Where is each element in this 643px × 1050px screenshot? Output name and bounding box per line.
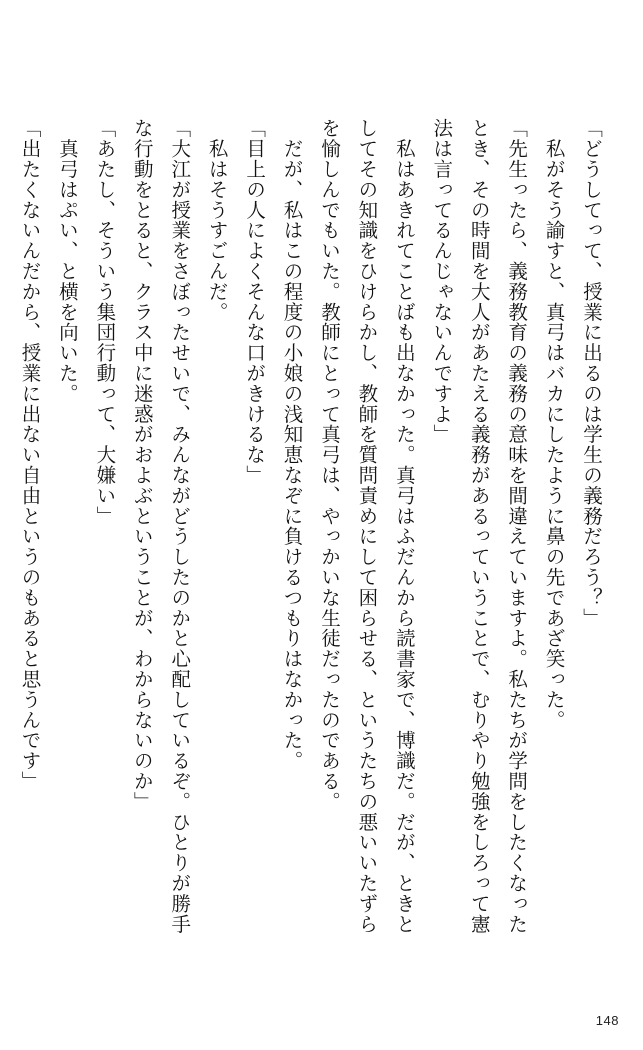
vertical-text-body [18, 118, 609, 998]
paragraph: 「出たくないんだから、授業に出ない自由というのもあると思うんです」 [18, 118, 40, 792]
paragraph: な行動をとると、クラス中に迷惑がおよぶということが、わからないのか」 [130, 118, 152, 812]
paragraph: 「目上の人によくそんな口がきけるな」 [243, 118, 265, 486]
paragraph: 「どうしてって、授業に出るのは学生の義務だろう？」 [580, 118, 601, 628]
paragraph: 「大江が授業をさぼったせいで、みんながどうしたのかと心配しているぞ。ひとりが勝手 [168, 118, 190, 934]
paragraph: 私はあきれてことばも出なかった。真弓はふだんから読書家で、博識だ。だが、ときと [392, 118, 414, 934]
paragraph: 「先生ったら、義務教育の義務の意味を間違えていますよ。私たちが学問をしたくなった [505, 118, 527, 934]
paragraph: 「あたし、そういう集団行動って、大嫌い」 [93, 118, 115, 526]
paragraph: 法は言ってるんじゃないんですよ」 [430, 118, 452, 445]
paragraph: 私はそうすごんだ。 [205, 118, 227, 322]
paragraph: 私がそう諭すと、真弓はバカにしたように鼻の先であざ笑った。 [542, 118, 564, 730]
page-number: 148 [595, 1013, 619, 1028]
paragraph: を愉しんでもいた。教師にとって真弓は、やっかいな生徒だったのである。 [317, 118, 339, 812]
paragraph: だが、私はこの程度の小娘の浅知恵なぞに負けるつもりはなかった。 [280, 118, 302, 771]
paragraph: とき、その時間を大人があたえる義務があるっていうことで、むりやり勉強をしろって憲 [467, 118, 489, 934]
paragraph: 真弓はぷい、と横を向いた。 [55, 118, 77, 404]
paragraph: してその知識をひけらかし、教師を質問責めにして困らせる、というたちの悪いいたずら [355, 118, 377, 934]
